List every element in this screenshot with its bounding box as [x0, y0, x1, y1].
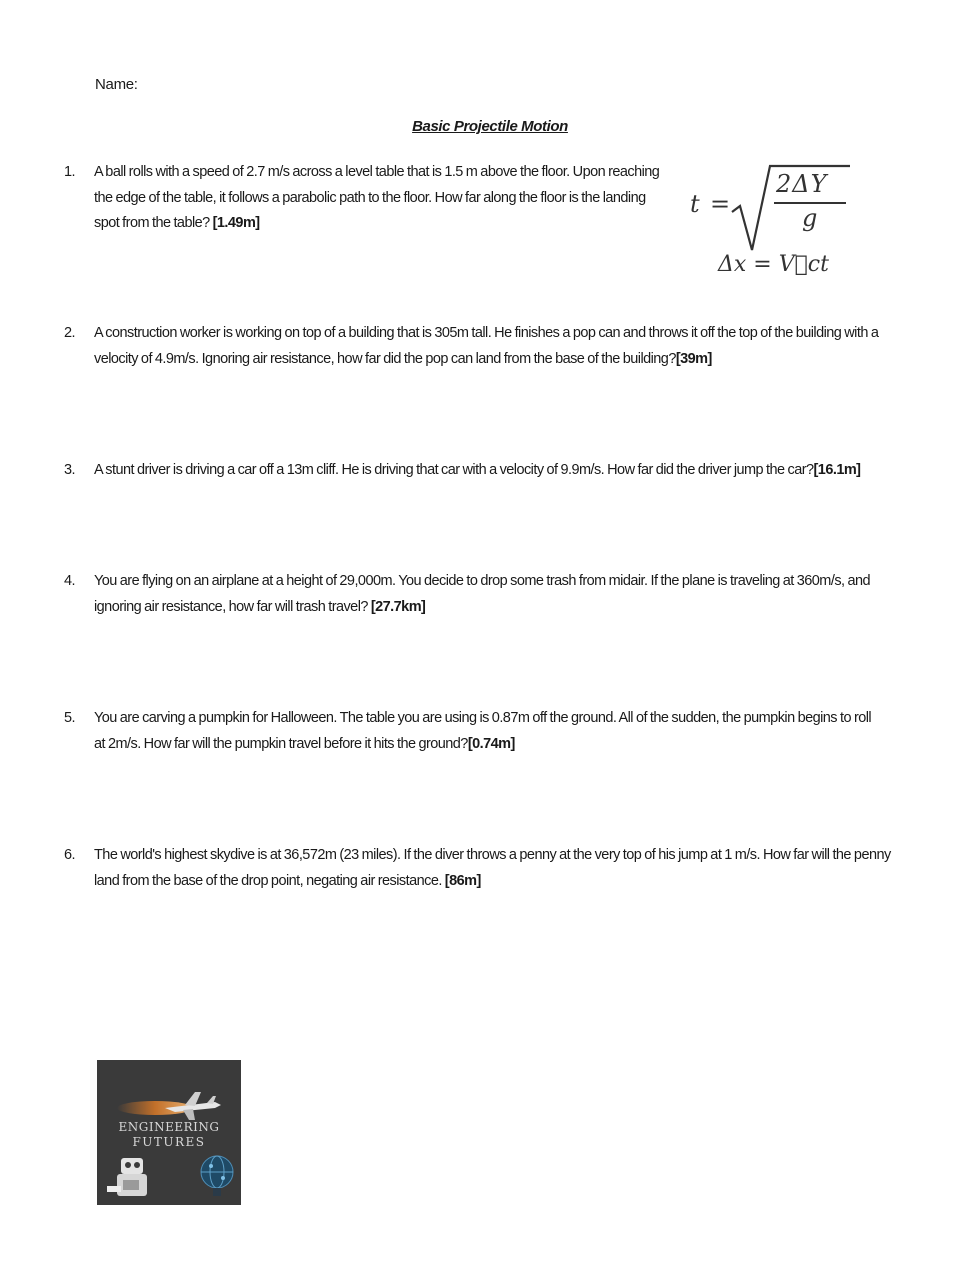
globe-icon: [197, 1152, 237, 1198]
question-number: 4.: [64, 573, 75, 589]
question-number: 2.: [64, 325, 75, 341]
question-number: 3.: [64, 462, 75, 478]
question-text: You are flying on an airplane at a height of 29,000m. You decide to drop some trash from midair. If the plane is traveling at 360m/s, and ignoring air resistance, how far will trash travel?: [94, 573, 871, 615]
question-number: 5.: [64, 710, 75, 726]
formula-block: [690, 158, 860, 288]
question-number: 1.: [64, 164, 75, 180]
question-answer: [0.74m]: [467, 735, 515, 752]
question-5: [64, 706, 884, 757]
formula-denominator: g: [802, 204, 818, 232]
formula-time-variable: t: [690, 190, 700, 218]
question-text: A ball rolls with a speed of 2.7 m/s across a level table that is 1.5 m above the floor. Upon reaching the edge of the table, it follows a parabolic path to the floor. How far along the floor is the landing spot from the table?: [94, 164, 660, 231]
question-2: [64, 321, 894, 372]
question-answer: [1.49m]: [212, 215, 260, 231]
question-number: 6.: [64, 847, 75, 863]
question-3: [64, 458, 894, 484]
question-6: [64, 843, 894, 894]
question-text: A construction worker is working on top of a building that is 305m tall. He finishes a pop can and throws it off the top of the building with a velocity of 4.9m/s. Ignoring air resistance, how far did the pop can land from the base of the building?: [94, 325, 879, 367]
logo-text-line2: FUTURES: [132, 1135, 206, 1149]
question-1: [64, 160, 664, 237]
logo-text-line1: ENGINEERING: [118, 1120, 220, 1134]
question-answer: [27.7km]: [370, 598, 426, 615]
formula-distance: Δx = V⃗ct: [718, 252, 829, 277]
formula-equals: =: [710, 190, 731, 218]
formula-numerator: 2ΔY: [776, 170, 828, 198]
name-field-label: Name:: [95, 76, 138, 93]
question-answer: [86m]: [444, 872, 481, 889]
question-text: You are carving a pumpkin for Halloween. The table you are using is 0.87m off the ground. All of the sudden, the pumpkin begins to roll at 2m/s. How far will the pumpkin travel before it hits the ground?: [94, 710, 872, 752]
question-text: A stunt driver is driving a car off a 13m cliff. He is driving that car with a velocity of 9.9m/s. How far did the driver jump the car?: [94, 462, 814, 478]
question-4: [64, 569, 894, 620]
jet-plane-icon: [115, 1088, 225, 1122]
page-title: Basic Projectile Motion: [412, 118, 568, 135]
question-text: The world's highest skydive is at 36,572m (23 miles). If the diver throws a penny at the very top of his jump at 1 m/s. How far will the penny land from the base of the drop point, negating air resistance.: [94, 847, 891, 889]
robot-icon: [107, 1150, 159, 1202]
question-answer: [39m]: [675, 350, 712, 367]
question-answer: [16.1m]: [813, 462, 861, 478]
engineering-futures-logo: [97, 1060, 241, 1205]
